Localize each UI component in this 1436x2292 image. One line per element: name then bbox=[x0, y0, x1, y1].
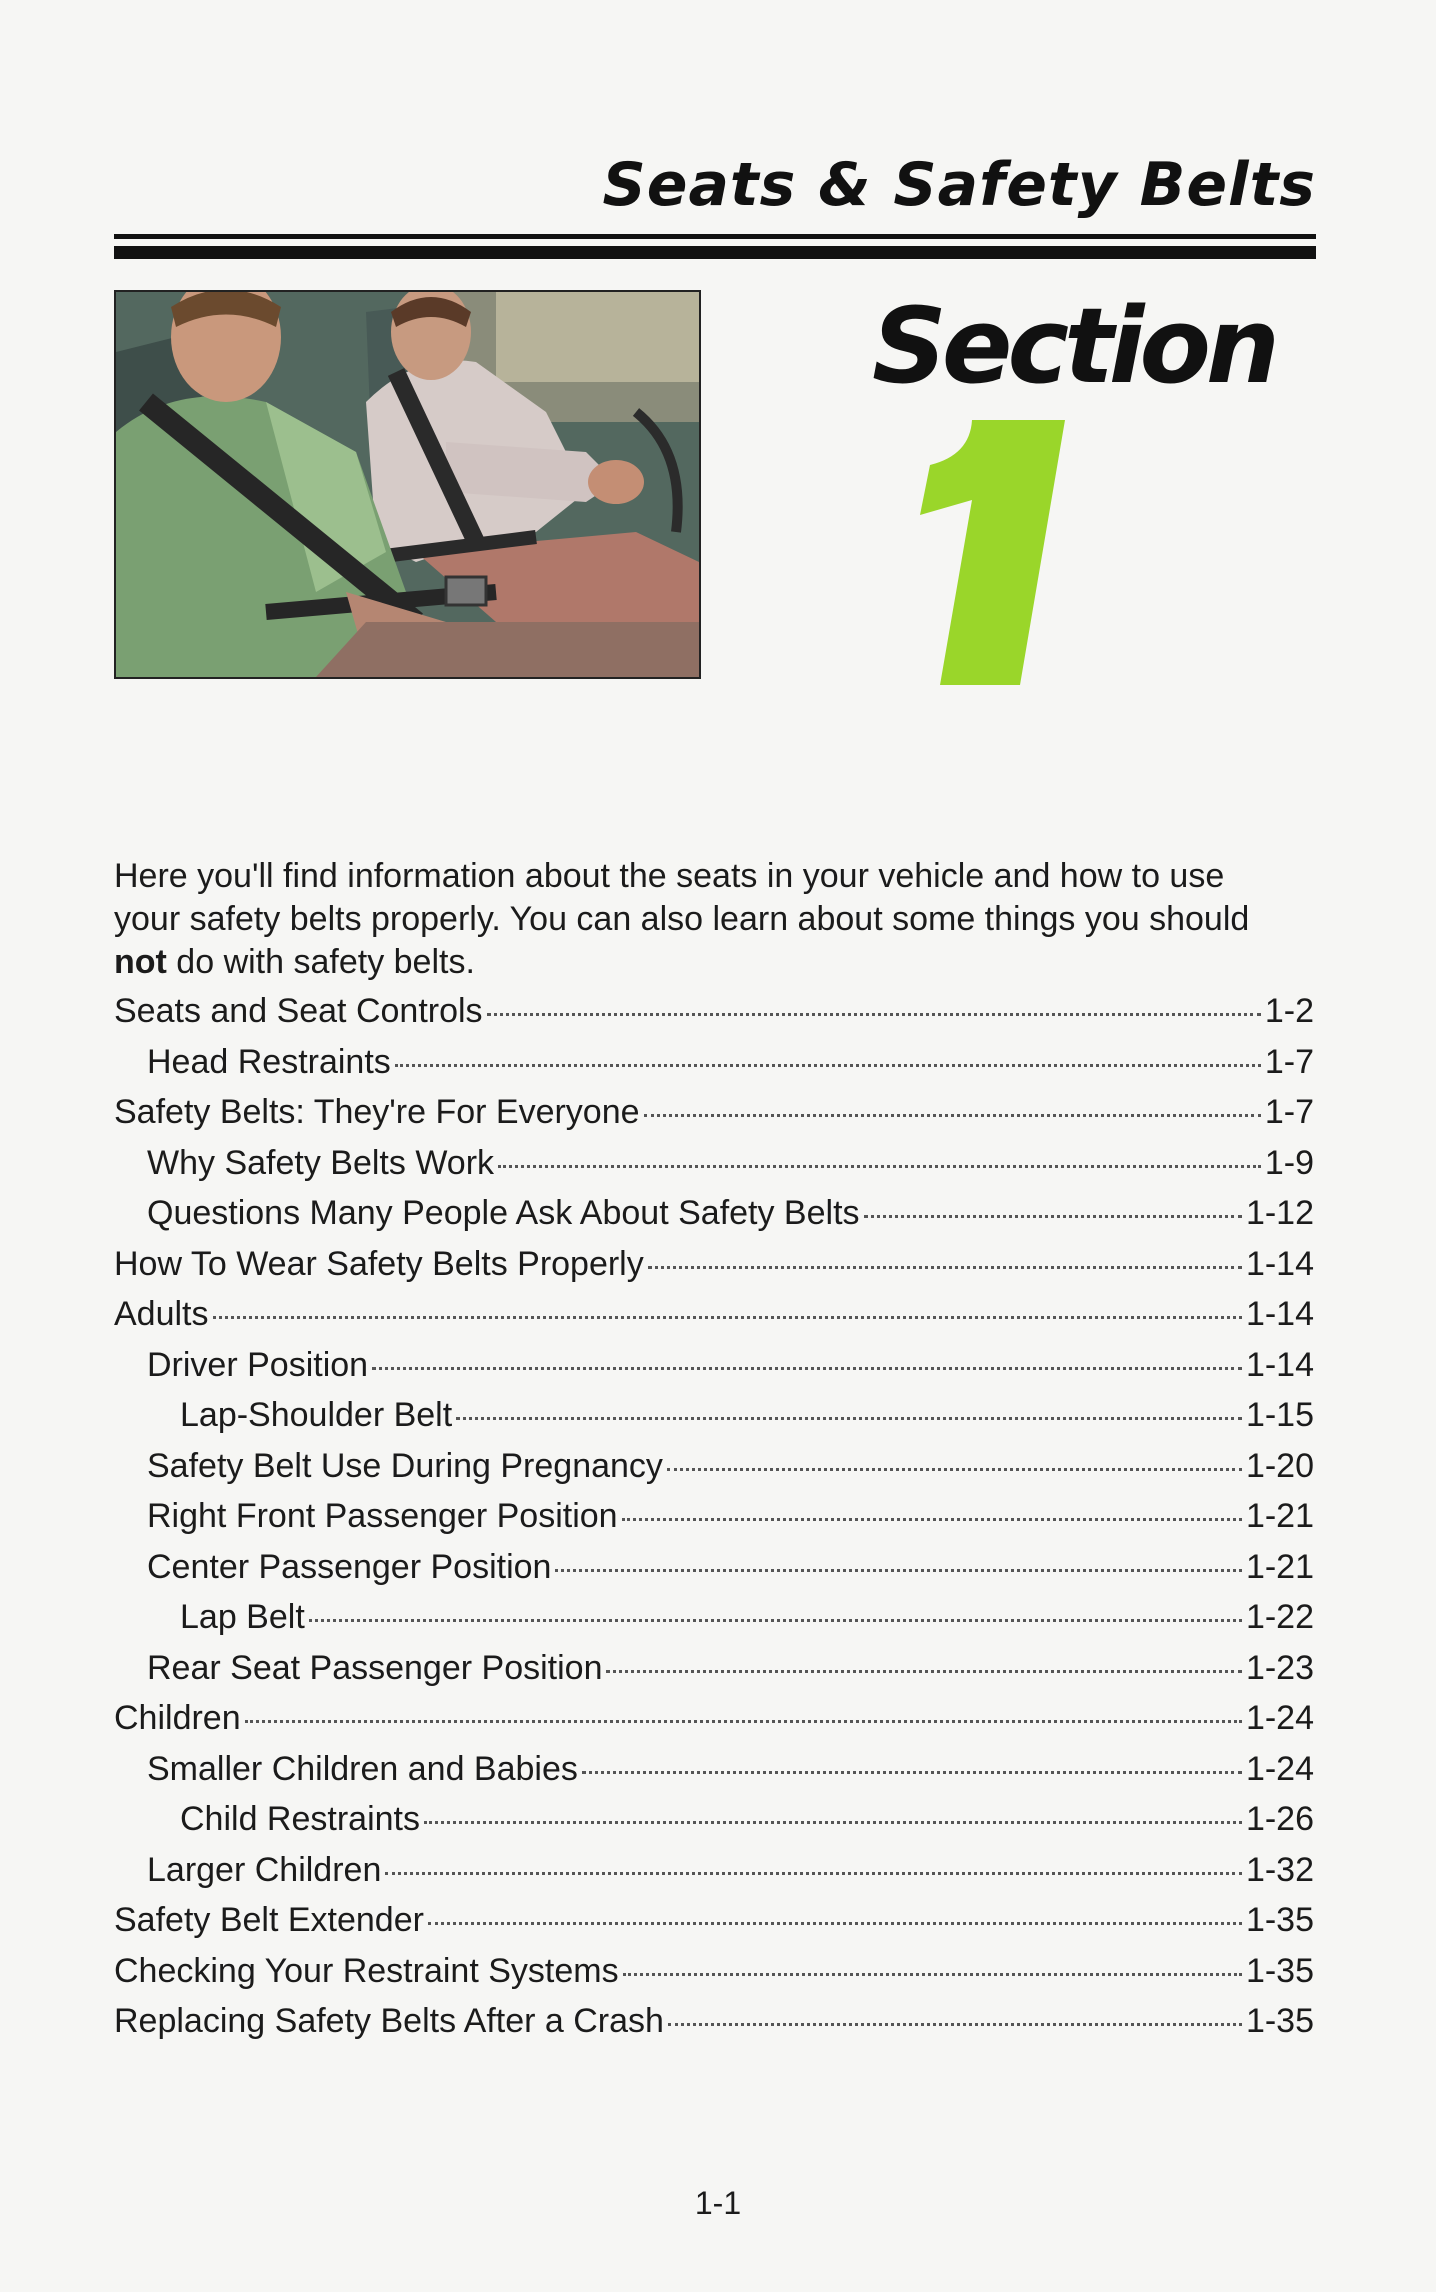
toc-entry-page: 1-7 bbox=[1264, 1093, 1314, 1131]
toc-entry-page: 1-35 bbox=[1245, 1951, 1314, 1990]
section-number-graphic bbox=[900, 410, 1070, 695]
toc-entry-label: Adults bbox=[114, 1295, 209, 1333]
toc-leader-dots bbox=[498, 1165, 1261, 1168]
intro-text: Here you'll find information about the seats in your vehicle and how to use your safety belts properly. You can also learn about some things you should bbox=[114, 857, 1250, 938]
toc-entry-page: 1-7 bbox=[1264, 1042, 1314, 1081]
toc-entry-label: Child Restraints bbox=[180, 1800, 420, 1838]
page-number: 1-1 bbox=[694, 2185, 742, 2221]
toc-leader-dots bbox=[648, 1266, 1242, 1269]
toc-leader-dots bbox=[487, 1013, 1261, 1016]
toc-entry-label: Lap Belt bbox=[180, 1598, 305, 1636]
toc-entry-page: 1-12 bbox=[1245, 1194, 1314, 1232]
intro-paragraph bbox=[114, 855, 1284, 984]
toc-entry-page: 1-15 bbox=[1245, 1396, 1314, 1434]
toc-leader-dots bbox=[644, 1114, 1261, 1117]
intro-text-end: do with safety belts. bbox=[166, 943, 475, 981]
table-of-contents bbox=[114, 992, 1314, 2053]
toc-entry bbox=[114, 1699, 1314, 1750]
toc-entry-label: Replacing Safety Belts After a Crash bbox=[114, 2002, 664, 2040]
toc-leader-dots bbox=[424, 1821, 1242, 1824]
toc-entry-label: Safety Belt Extender bbox=[114, 1901, 424, 1939]
toc-leader-dots bbox=[555, 1569, 1241, 1572]
toc-entry bbox=[114, 1245, 1314, 1296]
toc-entry bbox=[114, 1800, 1314, 1851]
toc-entry bbox=[114, 1144, 1314, 1195]
toc-leader-dots bbox=[428, 1922, 1242, 1925]
toc-leader-dots bbox=[395, 1064, 1261, 1067]
toc-leader-dots bbox=[456, 1417, 1242, 1420]
toc-entry-label: Rear Seat Passenger Position bbox=[147, 1648, 603, 1687]
toc-entry-label: How To Wear Safety Belts Properly bbox=[114, 1244, 644, 1283]
toc-entry-page: 1-35 bbox=[1245, 2002, 1314, 2040]
toc-entry-label: Driver Position bbox=[147, 1345, 369, 1384]
toc-entry-page: 1-24 bbox=[1245, 1749, 1314, 1788]
toc-entry bbox=[114, 1093, 1314, 1144]
intro-bold-word: not bbox=[114, 943, 167, 981]
section-word: Section bbox=[872, 285, 1275, 407]
toc-entry bbox=[114, 1346, 1314, 1397]
toc-entry-page: 1-14 bbox=[1245, 1345, 1314, 1384]
toc-entry-page: 1-14 bbox=[1245, 1244, 1314, 1283]
toc-leader-dots bbox=[667, 1468, 1242, 1471]
toc-entry bbox=[114, 1194, 1314, 1245]
toc-entry-label: Questions Many People Ask About Safety Belts bbox=[147, 1194, 860, 1232]
header-rule-thin bbox=[114, 234, 1316, 239]
toc-entry-label: Safety Belt Use During Pregnancy bbox=[147, 1446, 663, 1485]
toc-leader-dots bbox=[606, 1670, 1241, 1673]
toc-entry-page: 1-21 bbox=[1245, 1547, 1314, 1586]
toc-entry bbox=[114, 1295, 1314, 1346]
seat-belt-illustration bbox=[114, 290, 701, 679]
toc-entry bbox=[114, 1750, 1314, 1801]
toc-leader-dots bbox=[372, 1367, 1242, 1370]
toc-leader-dots bbox=[245, 1720, 1242, 1723]
toc-entry-label: Center Passenger Position bbox=[147, 1547, 552, 1586]
toc-entry bbox=[114, 1447, 1314, 1498]
toc-entry bbox=[114, 1952, 1314, 2003]
toc-entry-label: Larger Children bbox=[147, 1850, 382, 1889]
toc-entry-label: Checking Your Restraint Systems bbox=[114, 1951, 619, 1990]
toc-entry-page: 1-26 bbox=[1245, 1800, 1314, 1838]
toc-entry-label: Seats and Seat Controls bbox=[114, 992, 483, 1030]
toc-entry-page: 1-2 bbox=[1264, 992, 1314, 1030]
toc-entry-page: 1-22 bbox=[1245, 1598, 1314, 1636]
toc-entry bbox=[114, 1598, 1314, 1649]
toc-entry-page: 1-14 bbox=[1245, 1295, 1314, 1333]
toc-entry-page: 1-23 bbox=[1245, 1648, 1314, 1687]
section-header-title: Seats & Safety Belts bbox=[602, 150, 1316, 220]
toc-leader-dots bbox=[385, 1872, 1242, 1875]
toc-entry-label: Smaller Children and Babies bbox=[147, 1749, 578, 1788]
toc-entry-page: 1-9 bbox=[1264, 1143, 1314, 1182]
toc-entry bbox=[114, 1901, 1314, 1952]
toc-entry-page: 1-20 bbox=[1245, 1446, 1314, 1485]
toc-entry-page: 1-32 bbox=[1245, 1850, 1314, 1889]
toc-leader-dots bbox=[623, 1973, 1242, 1976]
toc-entry bbox=[114, 1851, 1314, 1902]
toc-entry-label: Lap-Shoulder Belt bbox=[180, 1396, 453, 1434]
toc-entry-page: 1-35 bbox=[1245, 1901, 1314, 1939]
toc-entry bbox=[114, 1396, 1314, 1447]
toc-leader-dots bbox=[213, 1316, 1242, 1319]
toc-entry-page: 1-24 bbox=[1245, 1699, 1314, 1737]
toc-entry bbox=[114, 1043, 1314, 1094]
toc-leader-dots bbox=[622, 1518, 1242, 1521]
toc-leader-dots bbox=[309, 1619, 1242, 1622]
toc-entry-label: Head Restraints bbox=[147, 1042, 391, 1081]
toc-entry bbox=[114, 1649, 1314, 1700]
header-rule-thick bbox=[114, 246, 1316, 259]
toc-entry-label: Right Front Passenger Position bbox=[147, 1497, 618, 1535]
toc-leader-dots bbox=[864, 1215, 1242, 1218]
toc-entry bbox=[114, 1497, 1314, 1548]
toc-leader-dots bbox=[668, 2023, 1242, 2026]
toc-entry-page: 1-21 bbox=[1245, 1497, 1314, 1535]
toc-entry bbox=[114, 992, 1314, 1043]
toc-entry bbox=[114, 1548, 1314, 1599]
toc-entry-label: Children bbox=[114, 1699, 241, 1737]
toc-entry-label: Safety Belts: They're For Everyone bbox=[114, 1093, 640, 1131]
toc-entry bbox=[114, 2002, 1314, 2053]
toc-leader-dots bbox=[582, 1771, 1242, 1774]
toc-entry-label: Why Safety Belts Work bbox=[147, 1143, 495, 1182]
